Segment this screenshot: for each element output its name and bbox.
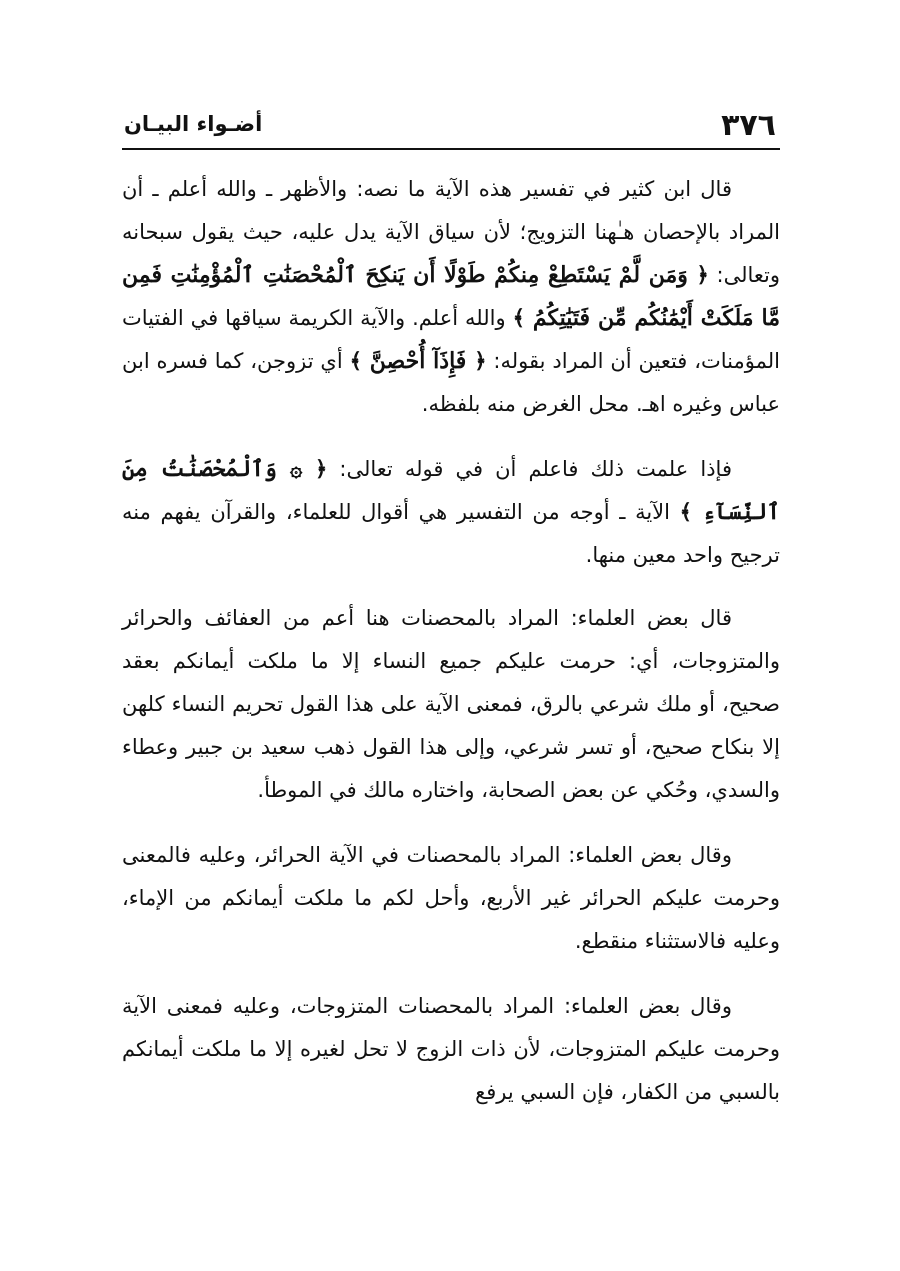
paragraph-3 (122, 597, 780, 812)
paragraph-text: قال بعض العلماء: المراد بالمحصنات هنا أعم من العفائف والحرائر والمتزوجات، أي: حرمت عليكم جميع النساء إلا ما ملكت أيمانكم بعقد صحيح، أو ملك شرعي بالرق، فمعنى الآية على هذا القول تحريم النساء كلهن إلا بنكاح صحيح، أو تسر شرعي، وإلى هذا القول ذهب سعيد بن جبير وعطاء والسدي، وحُكي عن بعض الصحابة، واختاره مالك في الموطأ. (122, 606, 780, 802)
paragraph-text: فإذا علمت ذلك فاعلم أن في قوله تعالى: (327, 457, 732, 481)
ornate-bracket-open: ﴿ ۞ (289, 457, 328, 481)
paragraph-text: وقال بعض العلماء: المراد بالمحصنات المتزوجات، وعليه فمعنى الآية وحرمت عليكم المتزوجات، لأن ذات الزوج لا تحل لغيره إلا ما ملكت أيمانكم بالسبي من الكفار، فإن السبي يرفع (122, 994, 780, 1104)
ornate-bracket-close: ﴾ (679, 500, 692, 524)
quran-verse: وَٱلْمُحْصَنَٰتُ مِنَ ٱلنِّسَآءِ (122, 456, 780, 525)
paragraph-2 (122, 448, 780, 577)
paragraph-1 (122, 168, 780, 426)
paragraph-text: أي تزوجن، كما فسره ابن عباس وغيره اهـ. محل الغرض منه بلفظه. (122, 349, 780, 416)
body-text (122, 168, 780, 1136)
page-header (122, 108, 780, 150)
ornate-bracket-open: ﴿ (696, 263, 709, 287)
quran-verse: وَمَن لَّمْ يَسْتَطِعْ مِنكُمْ طَوْلًا أَن يَنكِحَ ٱلْمُحْصَنَٰتِ ٱلْمُؤْمِنَٰتِ فَمِن مَّا مَلَكَتْ أَيْمَٰنُكُم مِّن فَتَيَٰتِكُمُ (122, 262, 781, 331)
ornate-bracket-open: ﴿ (474, 349, 487, 373)
paragraph-text: والله أعلم. والآية الكريمة سياقها في الفتيات المؤمنات، فتعين أن المراد بقوله: (122, 306, 780, 373)
ornate-bracket-close: ﴾ (512, 306, 525, 330)
paragraph-text: الآية ـ أوجه من التفسير هي أقوال للعلماء، والقرآن يفهم منه ترجيح واحد معين منها. (122, 500, 780, 567)
quran-verse: فَإِذَآ أُحْصِنَّ (361, 348, 475, 374)
ornate-bracket-close: ﴾ (349, 349, 362, 373)
book-title: أضـواء البيـان (124, 112, 263, 136)
paragraph-5 (122, 985, 780, 1114)
page-number: ٣٧٦ (721, 108, 776, 143)
paragraph-4 (122, 834, 780, 963)
paragraph-text: قال ابن كثير في تفسير هذه الآية ما نصه: والأظهر ـ والله أعلم ـ أن المراد بالإحصان هـٰهنا التزويج؛ لأن سياق الآية يدل عليه، حيث يقول سبحانه وتعالى: (122, 177, 780, 287)
paragraph-text: وقال بعض العلماء: المراد بالمحصنات في الآية الحرائر، وعليه فالمعنى وحرمت عليكم الحرائر غير الأربع، وأحل لكم ما ملكت أيمانكم من الإماء، وعليه فالاستثناء منقطع. (122, 843, 780, 953)
